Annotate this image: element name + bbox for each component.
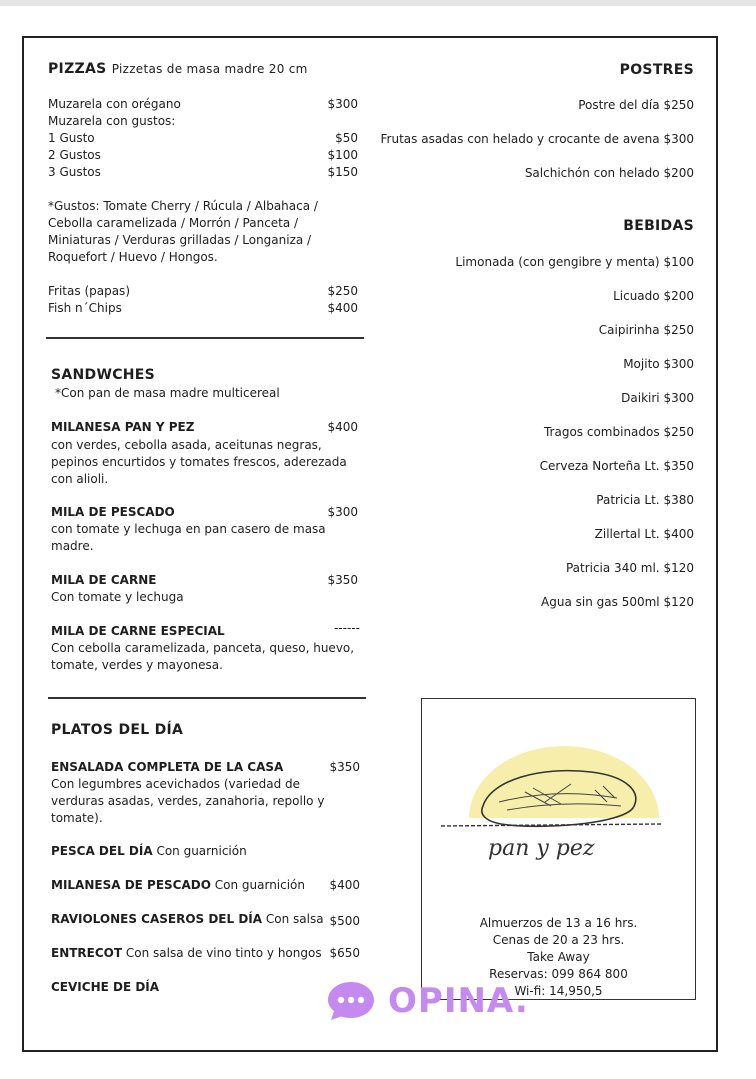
top-band (0, 0, 756, 6)
menu-item-name: Muzarela con orégano (48, 97, 181, 111)
hours-line: Almuerzos de 13 a 16 hrs. (479, 916, 638, 930)
bebidas-title: BEBIDAS (623, 218, 694, 234)
menu-item-price: $300 (663, 391, 694, 405)
menu-item-name: ENTRECOT Con salsa de vino tinto y hongos (51, 946, 322, 960)
menu-item-price: $250 (663, 323, 694, 337)
menu-item: Salchichón con helado $200 (524, 166, 694, 180)
menu-item: Tragos combinados $250 (543, 425, 694, 439)
menu-item-price: $300 (327, 97, 358, 111)
menu-item: Patricia 340 ml. $120 (565, 561, 694, 575)
hours-line: Cenas de 20 a 23 hrs. (492, 933, 625, 947)
menu-item-name: ENSALADA COMPLETA DE LA CASA (51, 760, 284, 774)
menu-item-desc: con tomate y lechuga en pan casero de masa (51, 522, 326, 536)
menu-item-suffix: Con salsa de vino tinto y hongos (125, 946, 322, 960)
menu-item-desc: tomate, verdes y mayonesa. (51, 658, 223, 672)
wifi-line: Wi-fi: 14,950,5 (514, 984, 603, 998)
pizzas-subtitle: Pizzetas de masa madre 20 cm (111, 62, 308, 76)
menu-item: Zillertal Lt. $400 (594, 527, 694, 541)
menu-item-price: $350 (329, 760, 360, 774)
menu-item-price: $650 (329, 946, 360, 960)
menu-item-price: $120 (663, 595, 694, 609)
menu-item-desc: madre. (51, 539, 94, 553)
menu-item-price: $150 (327, 165, 358, 179)
menu-item-price: $200 (663, 166, 694, 180)
menu-item-price: $300 (663, 132, 694, 146)
menu-item-name: MILANESA DE PESCADO Con guarnición (51, 878, 306, 892)
menu-item-price: $400 (327, 420, 358, 434)
logo-wordmark: pan y pez (488, 836, 595, 861)
section-divider (48, 697, 366, 699)
menu-item-name: CEVICHE DE DÍA (51, 980, 160, 994)
menu-item: Mojito $300 (623, 357, 694, 371)
menu-item-suffix: Con guarnición (214, 878, 306, 892)
menu-item-price: $350 (663, 459, 694, 473)
postres-title: POSTRES (619, 62, 694, 78)
menu-item-price: $400 (663, 527, 694, 541)
menu-item: Patricia Lt. $380 (596, 493, 694, 507)
menu-item-price: $400 (327, 301, 358, 315)
menu-item-price: ------ (334, 621, 360, 635)
menu-item-price: $200 (663, 289, 694, 303)
menu-item: Daikiri $300 (621, 391, 694, 405)
menu-item-price: $100 (663, 255, 694, 269)
menu-item-price: $250 (663, 98, 694, 112)
menu-item-price: $350 (327, 573, 358, 587)
menu-item-name: 1 Gusto (48, 131, 95, 145)
platos-title: PLATOS DEL DÍA (51, 722, 184, 738)
menu-item-name: MILA DE CARNE (51, 573, 157, 587)
menu-item-price: $500 (329, 914, 360, 928)
menu-item: Cerveza Norteña Lt. $350 (539, 459, 694, 473)
gustos-note-line: *Gustos: Tomate Cherry / Rúcula / Albahaca / (48, 199, 318, 213)
gustos-note-line: Cebolla caramelizada / Morrón / Panceta / (48, 216, 299, 230)
menu-item: Caipirinha $250 (598, 323, 694, 337)
chat-bubble-icon (326, 980, 376, 1022)
opina-watermark (326, 980, 529, 1022)
menu-item-name: Fish n´Chips (48, 301, 122, 315)
menu-item-price: $120 (663, 561, 694, 575)
watermark-text: OPINA. (388, 981, 529, 1021)
menu-item-desc: pepinos encurtidos y tomates frescos, aderezada (51, 455, 347, 469)
reservas-line: Reservas: 099 864 800 (489, 967, 628, 981)
menu-item-desc: con alioli. (51, 472, 109, 486)
menu-item-price: $100 (327, 148, 358, 162)
menu-item-price: $400 (329, 878, 360, 892)
menu-item-price: $50 (335, 131, 358, 145)
menu-item-name: MILANESA PAN Y PEZ (51, 420, 195, 434)
take-away-line: Take Away (527, 950, 590, 964)
menu-item: Limonada (con gengibre y menta) $100 (455, 255, 694, 269)
menu-item-name: Fritas (papas) (48, 284, 130, 298)
menu-item: Frutas asadas con helado y crocante de avena $300 (380, 132, 694, 146)
menu-item-name: PESCA DEL DÍA Con guarnición (51, 844, 247, 858)
menu-item-price: $250 (327, 284, 358, 298)
menu-item-desc: con verdes, cebolla asada, aceitunas negras, (51, 438, 322, 452)
sandwiches-subtitle: *Con pan de masa madre multicereal (55, 386, 280, 400)
menu-item-desc: verduras asadas, verdes, zanahoria, repollo y (51, 794, 325, 808)
menu-item: Licuado $200 (613, 289, 694, 303)
menu-item-suffix: Con guarnición (156, 844, 247, 858)
menu-item-price: $300 (663, 357, 694, 371)
sandwiches-title: SANDWCHES (51, 367, 156, 383)
menu-item-desc: tomate). (51, 811, 103, 825)
bread-fish-logo-icon (421, 698, 696, 908)
menu-item-note: (papas) (84, 284, 130, 298)
menu-item-price: $250 (663, 425, 694, 439)
menu-item-name: MILA DE CARNE ESPECIAL (51, 624, 225, 638)
menu-item-name: 2 Gustos (48, 148, 101, 162)
menu-item-name: RAVIOLONES CASEROS DEL DÍA Con salsa (51, 912, 324, 926)
menu-item-name: 3 Gustos (48, 165, 101, 179)
menu-item-name: Muzarela con gustos: (48, 114, 176, 128)
pizzas-title: PIZZAS Pizzetas de masa madre 20 cm (48, 61, 308, 77)
menu-item-desc: Con cebolla caramelizada, panceta, queso, huevo, (51, 641, 355, 655)
section-divider (46, 337, 364, 339)
menu-item-desc: Con legumbres acevichados (variedad de (51, 777, 301, 791)
menu-item: Postre del día $250 (578, 98, 694, 112)
gustos-note-line: Miniaturas / Verduras grilladas / Longaniza / (48, 233, 312, 247)
menu-item: Agua sin gas 500ml $120 (541, 595, 694, 609)
menu-item-suffix: Con salsa (265, 912, 324, 926)
menu-item-name: MILA DE PESCADO (51, 505, 175, 519)
menu-item-price: $380 (663, 493, 694, 507)
menu-item-desc: Con tomate y lechuga (51, 590, 184, 604)
menu-item-price: $300 (327, 505, 358, 519)
gustos-note-line: Roquefort / Huevo / Hongos. (48, 250, 218, 264)
